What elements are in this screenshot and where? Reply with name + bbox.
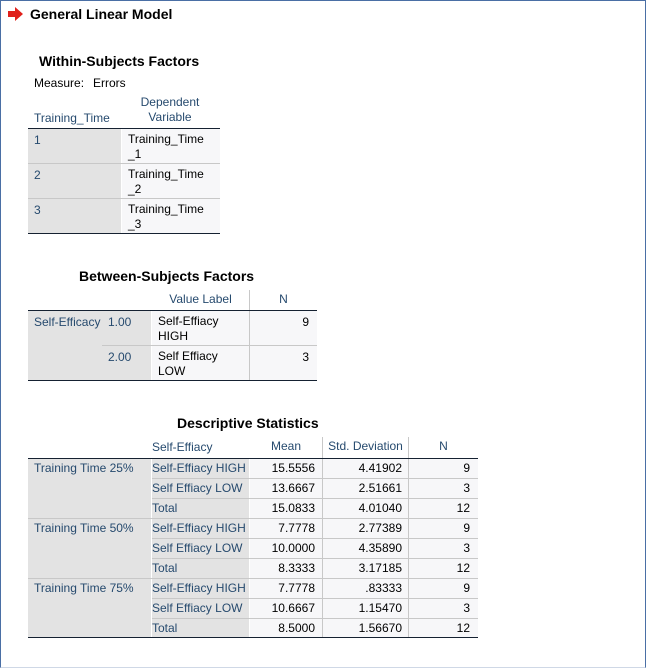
desc-col-mean: Mean [270, 439, 302, 453]
desc-row-label: Self Effiacy LOW [152, 601, 243, 615]
desc-group-divider [28, 578, 478, 579]
desc-mean: 15.0833 [271, 501, 315, 515]
desc-top-rule [28, 458, 478, 459]
desc-mean: 8.5000 [278, 621, 315, 635]
desc-header-divider [408, 437, 409, 458]
between-bottom-rule [28, 380, 317, 381]
desc-row-label: Self Effiacy LOW [152, 541, 243, 555]
between-table-title: Between-Subjects Factors [79, 268, 255, 284]
within-var-line2: _3 [128, 217, 142, 231]
desc-sd: 4.01040 [358, 501, 402, 515]
between-factor-name: Self-Efficacy [34, 315, 101, 329]
desc-row-divider [152, 478, 478, 479]
measure-label: Measure: [34, 76, 85, 90]
desc-group-bg [28, 458, 151, 638]
desc-row-divider [152, 538, 478, 539]
within-var-line1: Training_Time [128, 202, 204, 216]
desc-mean: 10.6667 [271, 601, 315, 615]
within-var-line2: _1 [128, 147, 142, 161]
desc-group-name: Training Time 25% [34, 461, 134, 475]
desc-n: 3 [463, 601, 470, 615]
desc-col-sd: Std. Deviation [328, 439, 403, 453]
desc-mean: 7.7778 [278, 521, 315, 535]
within-var-line1: Training_Time [128, 167, 204, 181]
between-label-line1: Self Effiacy [158, 349, 218, 363]
desc-sd: 4.35890 [358, 541, 402, 555]
within-row-divider [28, 163, 220, 164]
page-title: General Linear Model [30, 6, 173, 22]
between-label-line2: HIGH [158, 329, 188, 343]
within-level: 3 [34, 203, 41, 217]
between-col-value-label: Value Label [169, 292, 232, 306]
desc-header-divider [322, 437, 323, 458]
desc-bottom-rule [28, 637, 478, 638]
within-level: 1 [34, 133, 41, 147]
desc-n: 3 [463, 541, 470, 555]
desc-row-divider [152, 598, 478, 599]
within-level: 2 [34, 168, 41, 182]
desc-sd: 2.51661 [358, 481, 402, 495]
output-heading[interactable] [8, 6, 172, 22]
between-n: 9 [302, 315, 309, 329]
desc-row-divider [152, 618, 478, 619]
within-col-training-time: Training_Time [34, 111, 110, 125]
desc-sd: 2.77389 [358, 521, 402, 535]
desc-row-label: Self-Effiacy HIGH [152, 461, 246, 475]
between-header-divider [249, 290, 250, 310]
within-bottom-rule [28, 233, 220, 234]
desc-sd: .83333 [365, 581, 402, 595]
desc-n: 12 [456, 561, 470, 575]
within-col-dependent-line1: Dependent [140, 95, 200, 109]
desc-n: 9 [463, 461, 470, 475]
desc-sd: 3.17185 [358, 561, 402, 575]
desc-mean: 15.5556 [271, 461, 315, 475]
within-table-title: Within-Subjects Factors [39, 53, 200, 69]
between-label-line2: LOW [158, 364, 186, 378]
descriptive-table-title: Descriptive Statistics [177, 415, 319, 431]
desc-group-name: Training Time 50% [34, 521, 134, 535]
desc-row-label: Total [152, 621, 178, 635]
desc-col-n: N [439, 439, 448, 453]
desc-n: 9 [463, 521, 470, 535]
desc-n: 12 [456, 621, 470, 635]
desc-row-label: Self Effiacy LOW [152, 481, 243, 495]
desc-row-divider [152, 498, 478, 499]
measure-value: Errors [93, 76, 126, 90]
within-row-divider [28, 198, 220, 199]
within-var-line1: Training_Time [128, 132, 204, 146]
between-col-n: N [279, 292, 288, 306]
desc-sd: 1.56670 [358, 621, 402, 635]
between-label-line1: Self-Effiacy [158, 314, 219, 328]
desc-mean: 13.6667 [271, 481, 315, 495]
between-top-rule [28, 310, 317, 311]
within-top-rule [28, 128, 220, 129]
desc-row-label: Self-Effiacy HIGH [152, 521, 246, 535]
desc-mean: 10.0000 [271, 541, 315, 555]
within-var-line2: _2 [128, 182, 142, 196]
within-col-dependent-line2: Variable [148, 110, 192, 124]
between-n: 3 [302, 350, 309, 364]
desc-col-group: Self-Effiacy [152, 440, 213, 454]
red-arrow-icon [8, 7, 24, 21]
desc-sd: 4.41902 [358, 461, 402, 475]
desc-group-divider [28, 518, 478, 519]
desc-row-label: Self-Effiacy HIGH [152, 581, 246, 595]
desc-mean: 7.7778 [278, 581, 315, 595]
between-row-divider [102, 345, 317, 346]
desc-n: 9 [463, 581, 470, 595]
desc-row-divider [152, 558, 478, 559]
between-value: 1.00 [108, 315, 132, 329]
desc-sd: 1.15470 [358, 601, 402, 615]
desc-n: 3 [463, 481, 470, 495]
desc-group-name: Training Time 75% [34, 581, 134, 595]
desc-n: 12 [456, 501, 470, 515]
between-value: 2.00 [108, 350, 132, 364]
within-row-header-bg [28, 128, 121, 233]
desc-row-label: Total [152, 501, 178, 515]
desc-mean: 8.3333 [278, 561, 315, 575]
desc-row-label: Total [152, 561, 178, 575]
